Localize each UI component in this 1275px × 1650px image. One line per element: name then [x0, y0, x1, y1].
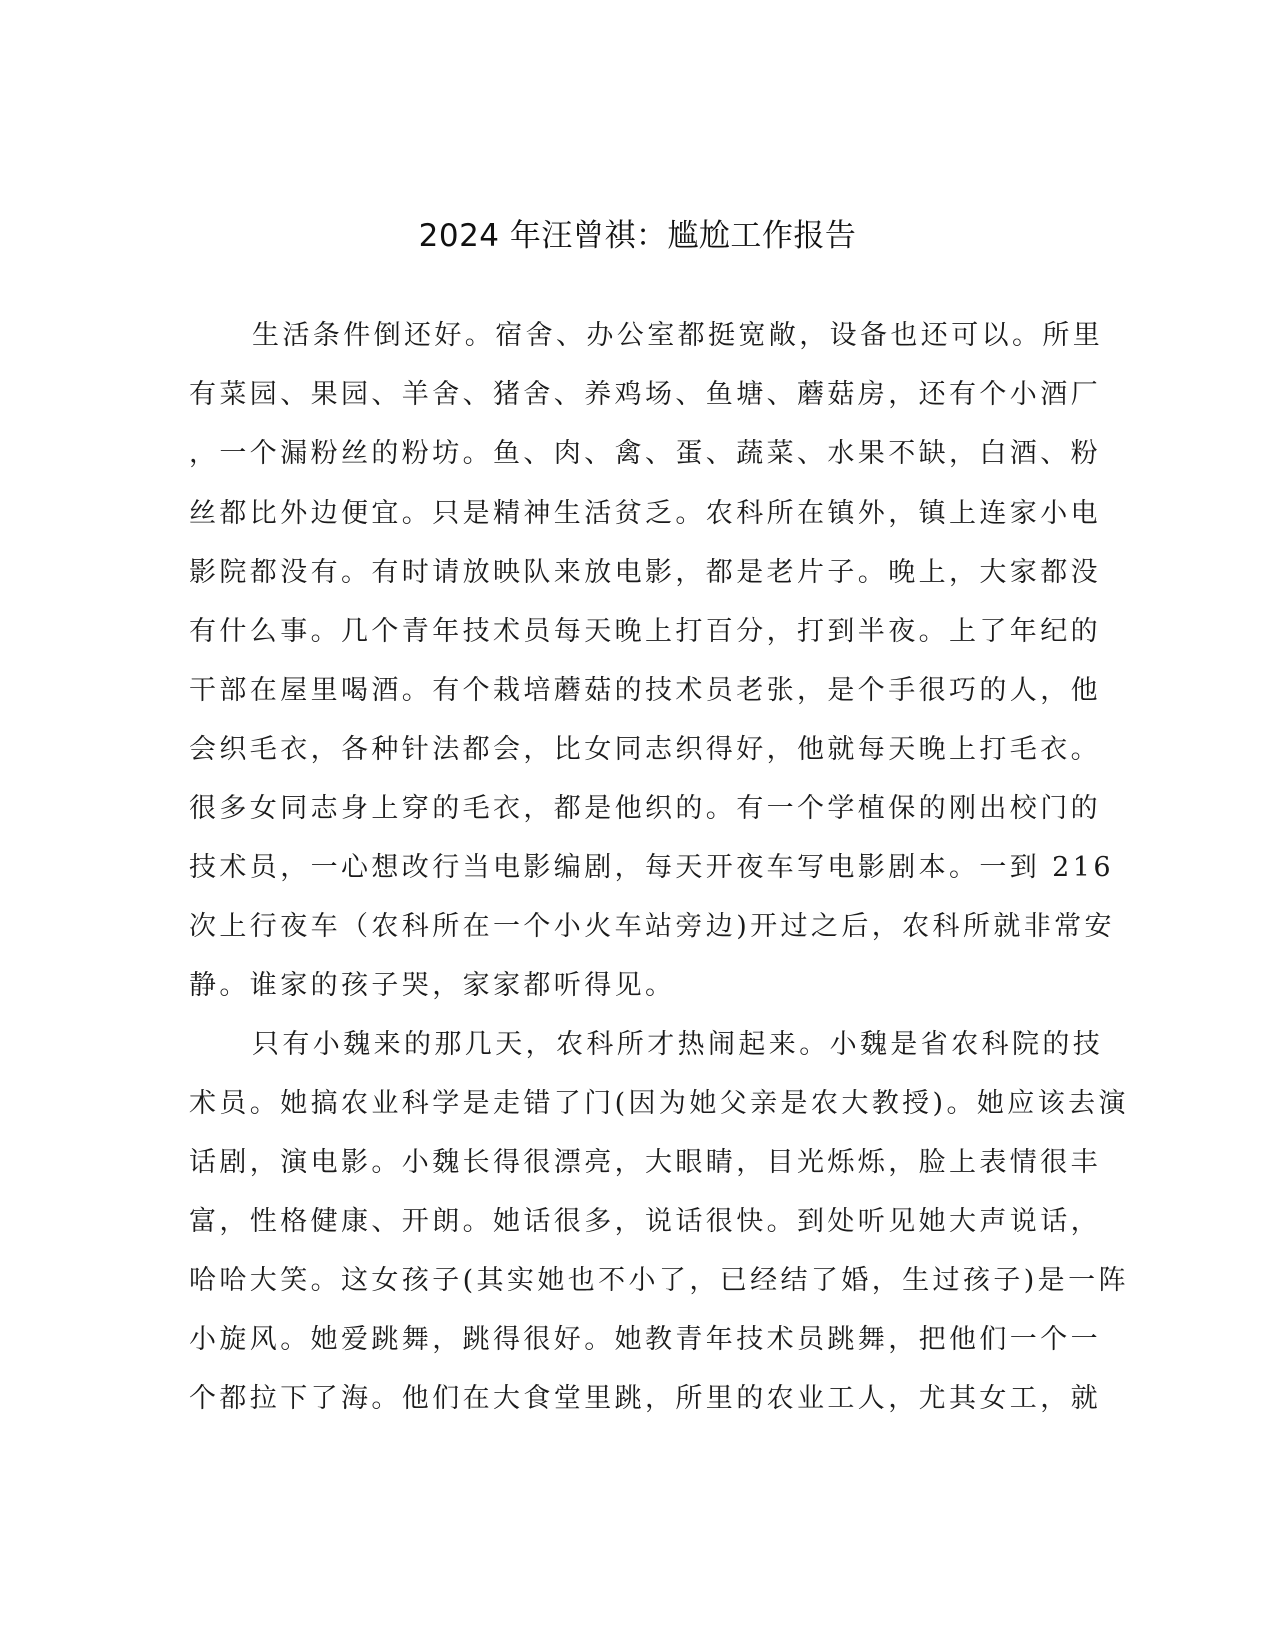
- text-line: 哈哈大笑。这女孩子(其实她也不小了，已经结了婚，生过孩子)是一阵: [189, 1265, 1129, 1296]
- text-line: 个都拉下了海。他们在大食堂里跳，所里的农业工人，尤其女工，就: [189, 1383, 1101, 1414]
- text-line: 富，性格健康、开朗。她话很多，说话很快。到处听见她大声说话，: [189, 1206, 1101, 1237]
- text-line: 有菜园、果园、羊舍、猪舍、养鸡场、鱼塘、蘑菇房，还有个小酒厂: [189, 379, 1101, 410]
- text-line: 干部在屋里喝酒。有个栽培蘑菇的技术员老张，是个手很巧的人，他: [189, 675, 1101, 706]
- text-line: 静。谁家的孩子哭，家家都听得见。: [189, 970, 676, 1001]
- text-line: ，一个漏粉丝的粉坊。鱼、肉、禽、蛋、蔬菜、水果不缺，白酒、粉: [189, 438, 1101, 469]
- text-line: 影院都没有。有时请放映队来放电影，都是老片子。晚上，大家都没: [189, 557, 1101, 588]
- text-line: 次上行夜车（农科所在一个小火车站旁边)开过之后，农科所就非常安: [189, 911, 1115, 942]
- text-line: 术员。她搞农业科学是走错了门(因为她父亲是农大教授)。她应该去演: [189, 1088, 1129, 1119]
- text-line: 小旋风。她爱跳舞，跳得很好。她教青年技术员跳舞，把他们一个一: [189, 1324, 1101, 1355]
- text-line: 话剧，演电影。小魏长得很漂亮，大眼睛，目光烁烁，脸上表情很丰: [189, 1147, 1101, 1178]
- document-title: 2024 年汪曾祺：尴尬工作报告: [418, 218, 857, 254]
- text-line: 只有小魏来的那几天，农科所才热闹起来。小魏是省农科院的技: [252, 1029, 1104, 1060]
- text-line: 会织毛衣，各种针法都会，比女同志织得好，他就每天晚上打毛衣。: [189, 734, 1101, 765]
- text-line: 生活条件倒还好。宿舍、办公室都挺宽敞，设备也还可以。所里: [252, 320, 1104, 351]
- text-line: 丝都比外边便宜。只是精神生活贫乏。农科所在镇外，镇上连家小电: [189, 498, 1101, 529]
- text-line: 技术员，一心想改行当电影编剧，每天开夜车写电影剧本。一到 216: [189, 852, 1114, 883]
- text-line: 很多女同志身上穿的毛衣，都是他织的。有一个学植保的刚出校门的: [189, 793, 1101, 824]
- text-line: 有什么事。几个青年技术员每天晚上打百分，打到半夜。上了年纪的: [189, 616, 1101, 647]
